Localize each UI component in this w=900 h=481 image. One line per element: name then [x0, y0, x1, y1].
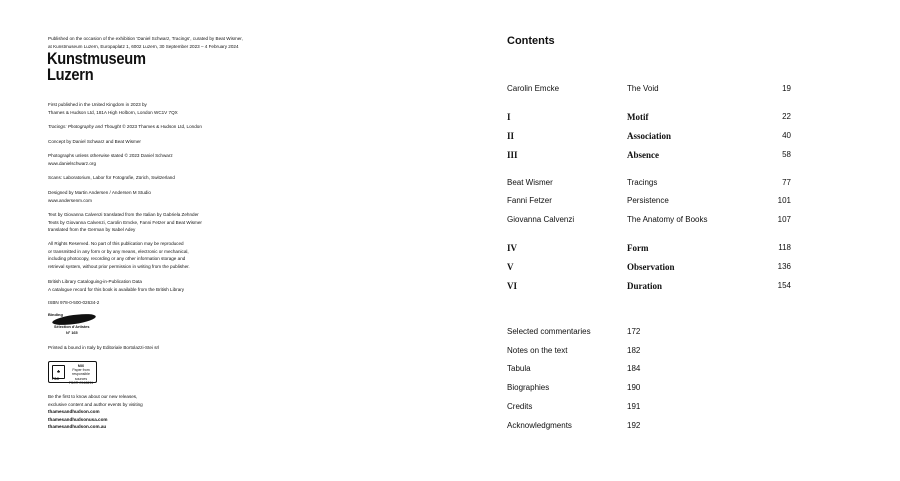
website-link[interactable]: thamesandhudson.com.au	[48, 424, 107, 429]
toc-entry[interactable]	[0, 213, 900, 227]
toc-title: Association	[627, 131, 672, 141]
toc-back-entry[interactable]	[0, 362, 900, 376]
toc-section[interactable]	[0, 260, 900, 274]
text-line: Be the first to know about our new releases,	[48, 394, 138, 399]
toc-page: 182	[627, 346, 641, 355]
text-line: British Library Cataloguing-in-Publication Data	[48, 279, 142, 284]
text-line: First published in the United Kingdom in 2023 by	[48, 102, 147, 107]
toc-title: Duration	[627, 281, 663, 291]
toc-page: 107	[777, 215, 791, 224]
toc-title: Absence	[627, 150, 659, 160]
logo-line: Kunstmuseum	[47, 49, 146, 68]
text-line: FSC® C165211	[68, 380, 94, 385]
toc-page: 154	[777, 281, 791, 290]
text-line: Published on the occasion of the exhibition ‘Daniel Schwarz, Tracings’, curated by Beat Wismer,	[48, 36, 243, 41]
toc-title: Persistence	[627, 196, 669, 205]
text-line: www.andersenm.com	[48, 197, 92, 203]
toc-page: 101	[777, 196, 791, 205]
toc-page: 136	[777, 262, 791, 271]
text-line: A catalogue record for this book is available from the British Library	[48, 286, 185, 292]
text-line: Texts by Giovanna Calvenzi, Carolin Emcke, Fanni Fetzer and Beat Wismer	[48, 219, 202, 225]
toc-title: Credits	[507, 402, 533, 411]
toc-page: 22	[782, 112, 791, 121]
toc-title: Tabula	[507, 364, 531, 373]
binding-label: N° 165	[66, 331, 78, 335]
toc-back-entry[interactable]	[0, 400, 900, 414]
toc-back-entry[interactable]	[0, 325, 900, 339]
toc-title: Form	[627, 243, 649, 253]
toc-page: 118	[778, 243, 791, 252]
text-line: at Kunstmuseum Luzern, Europaplatz 1, 6002 Luzern, 30 September 2023 – 4 February 2024	[48, 43, 239, 49]
text-line: ISBN 978-0-500-02634-2	[48, 300, 100, 305]
museum-logo	[47, 51, 146, 83]
text-line: including photocopy, recording or any other information storage and	[48, 256, 186, 261]
toc-section[interactable]	[0, 279, 900, 293]
text-line: www.danielschwarz.org	[48, 160, 96, 166]
toc-title: Tracings	[627, 178, 658, 187]
toc-author: Giovanna Calvenzi	[507, 215, 575, 224]
toc-page: 190	[627, 383, 641, 392]
text-line: Concept by Daniel Schwarz and Beat Wismer	[48, 139, 141, 144]
toc-section[interactable]	[0, 148, 900, 162]
toc-author: Fanni Fetzer	[507, 196, 552, 205]
text-line: responsible sources	[72, 372, 90, 381]
toc-section[interactable]	[0, 110, 900, 124]
toc-page: 172	[627, 327, 641, 336]
section-number: I	[507, 112, 511, 122]
binding-label: Binding	[48, 312, 63, 317]
text-line: exclusive content and author events by visiting	[48, 401, 143, 407]
exhibition-note	[48, 35, 243, 50]
toc-author: Carolin Emcke	[507, 84, 560, 93]
toc-title: The Anatomy of Books	[627, 215, 708, 224]
toc-back-entry[interactable]	[0, 344, 900, 358]
website-link[interactable]: thamesandhudsonusa.com	[48, 416, 108, 422]
toc-title: Acknowledgments	[507, 421, 572, 430]
text-line: Photographs unless otherwise stated © 2023 Daniel Schwarz	[48, 153, 173, 158]
toc-title: The Void	[627, 84, 659, 93]
toc-page: 192	[627, 421, 641, 430]
tree-icon: ♣	[52, 365, 65, 379]
toc-title: Biographies	[507, 383, 550, 392]
isbn	[48, 299, 99, 307]
toc-page: 184	[627, 364, 641, 373]
text-line: Designed by Martin Andersen / Andersen M Studio	[48, 190, 151, 195]
section-number: II	[507, 131, 515, 141]
logo-line: Luzern	[47, 65, 94, 84]
contents-heading: Contents	[507, 35, 555, 47]
book-title: Tracings: Photography and Thought	[48, 124, 121, 129]
toc-title: Selected commentaries	[507, 327, 591, 336]
text-line: retrieval system, without prior permission in writing from the publisher.	[48, 263, 190, 269]
text-line: Thames & Hudson Ltd, 181A High Holborn, London WC1V 7QX	[48, 109, 178, 115]
toc-author: Beat Wismer	[507, 178, 553, 187]
section-number: III	[507, 150, 518, 160]
section-number: V	[507, 262, 514, 272]
text-line: Paper from	[72, 368, 90, 373]
toc-section[interactable]	[0, 129, 900, 143]
toc-title: Notes on the text	[507, 346, 568, 355]
toc-section[interactable]	[0, 241, 900, 255]
toc-back-entry[interactable]	[0, 419, 900, 433]
toc-title: Observation	[627, 262, 675, 272]
text-line: Text by Giovanna Calvenzi translated from the Italian by Gabriela Zehnder	[48, 212, 199, 217]
toc-page: 19	[782, 84, 791, 93]
text-line: or transmitted in any form or by any means, electronic or mechanical,	[48, 248, 189, 254]
fsc-label: FSC	[52, 377, 59, 381]
toc-page: 77	[782, 178, 791, 187]
toc-back-entry[interactable]	[0, 381, 900, 395]
toc-entry[interactable]	[0, 82, 900, 96]
toc-page: 40	[782, 131, 791, 140]
text-line: Printed & bound in Italy by Editoriale Bortolazzi-Stei srl	[48, 345, 160, 350]
toc-entry[interactable]	[0, 194, 900, 208]
text-line: translated from the German by Isabel Adey	[48, 227, 136, 232]
toc-page: 191	[627, 402, 641, 411]
section-number: VI	[507, 281, 518, 291]
website-link[interactable]: thamesandhudson.com	[48, 409, 100, 414]
text-line: © 2023 Thames & Hudson Ltd, London	[120, 124, 202, 129]
binding-label: Sélection d’Artistes	[54, 325, 90, 329]
toc-title: Motif	[627, 112, 649, 122]
text-line: MIX	[77, 364, 85, 368]
toc-entry[interactable]	[0, 176, 900, 190]
toc-page: 58	[782, 150, 791, 159]
text-line: All Rights Reserved. No part of this publication may be reproduced	[48, 241, 184, 246]
text-line: Scans: Laboratorium, Labor für Fotografie, Zürich, Switzerland	[48, 175, 175, 180]
section-number: IV	[507, 243, 518, 253]
